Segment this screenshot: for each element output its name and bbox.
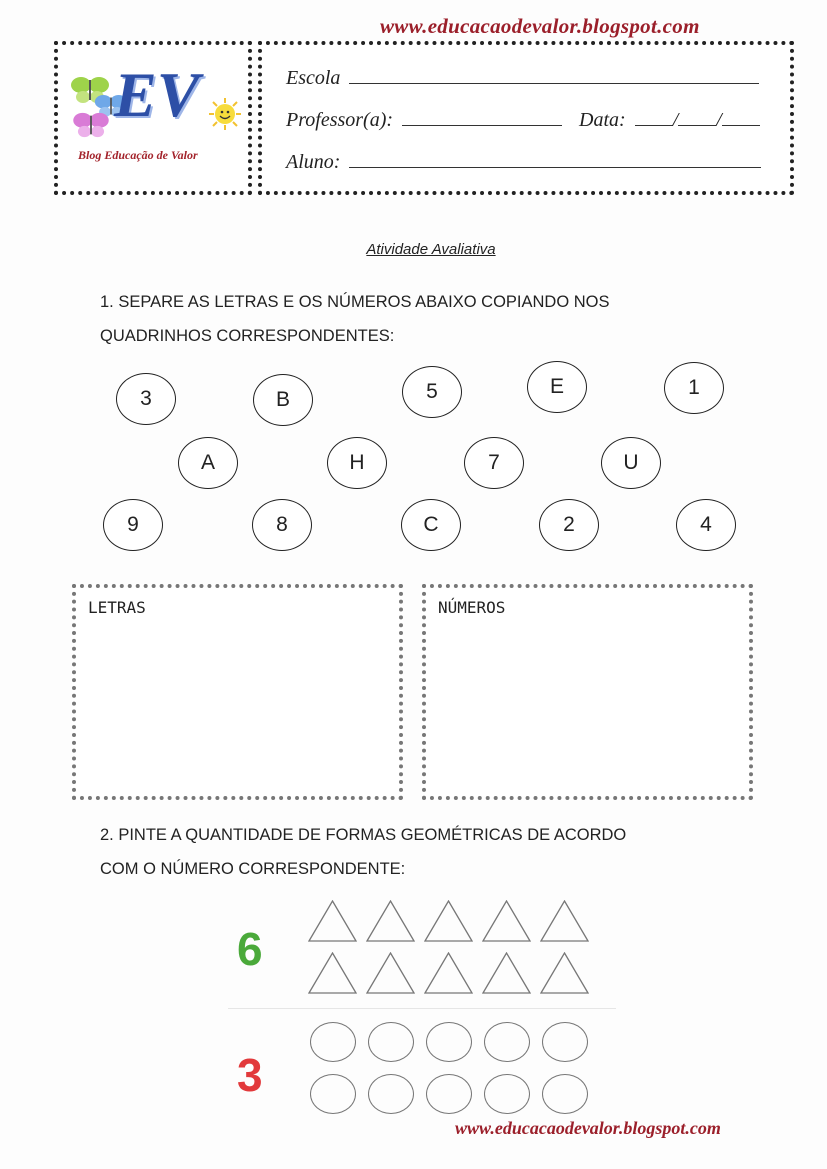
teacher-blank[interactable] xyxy=(402,107,562,126)
date-year-blank[interactable] xyxy=(722,107,760,126)
item-circle: C xyxy=(401,499,461,551)
item-circle: 9 xyxy=(103,499,163,551)
triangle-icon[interactable] xyxy=(424,952,473,994)
item-circle: 2 xyxy=(539,499,599,551)
circle-icon[interactable] xyxy=(310,1022,356,1062)
logo-letters: EV xyxy=(114,59,200,130)
school-blank[interactable] xyxy=(349,65,759,84)
logo-box xyxy=(54,41,252,195)
activity-title: Atividade Avaliativa xyxy=(366,241,496,258)
item-circle: 8 xyxy=(252,499,312,551)
triangle-icon[interactable] xyxy=(482,952,531,994)
question1-line1: 1. SEPARE AS LETRAS E OS NÚMEROS ABAIXO COPIANDO NOS xyxy=(100,293,610,311)
school-label: Escola xyxy=(286,67,341,89)
school-field[interactable] xyxy=(286,65,759,90)
triangle-row xyxy=(308,952,589,994)
triangle-icon[interactable] xyxy=(424,900,473,942)
circle-icon[interactable] xyxy=(542,1074,588,1114)
website-url-bottom: www.educacaodevalor.blogspot.com xyxy=(455,1118,721,1138)
circle-row xyxy=(310,1022,591,1062)
date-day-blank[interactable] xyxy=(635,107,673,126)
question2-text xyxy=(100,818,750,886)
date-month-blank[interactable] xyxy=(678,107,716,126)
number-six: 6 xyxy=(237,923,263,975)
triangle-icon[interactable] xyxy=(540,952,589,994)
teacher-label: Professor(a): xyxy=(286,109,394,131)
website-url-top: www.educacaodevalor.blogspot.com xyxy=(380,14,700,38)
student-field[interactable] xyxy=(286,149,761,174)
butterfly-icon xyxy=(72,111,110,139)
logo-caption: Blog Educação de Valor xyxy=(78,148,198,162)
divider xyxy=(228,1008,616,1009)
student-label: Aluno: xyxy=(286,151,341,173)
triangle-icon[interactable] xyxy=(308,952,357,994)
triangle-icon[interactable] xyxy=(366,952,415,994)
triangle-icon[interactable] xyxy=(366,900,415,942)
circle-icon[interactable] xyxy=(542,1022,588,1062)
triangle-row xyxy=(308,900,589,942)
numbers-box[interactable] xyxy=(422,584,753,800)
date-label: Data: xyxy=(579,109,626,131)
question1-line2: QUADRINHOS CORRESPONDENTES: xyxy=(100,327,395,345)
circle-icon[interactable] xyxy=(426,1074,472,1114)
item-circle: B xyxy=(253,374,313,426)
circle-icon[interactable] xyxy=(426,1022,472,1062)
teacher-field[interactable]: Professor(a): Data: / / xyxy=(286,107,760,132)
header-info-box xyxy=(258,41,794,195)
triangle-icon[interactable] xyxy=(308,900,357,942)
circle-icon[interactable] xyxy=(484,1022,530,1062)
item-circle: U xyxy=(601,437,661,489)
item-circle: 7 xyxy=(464,437,524,489)
item-circle: E xyxy=(527,361,587,413)
question2-line2: COM O NÚMERO CORRESPONDENTE: xyxy=(100,860,406,878)
item-circle: 1 xyxy=(664,362,724,414)
letters-box[interactable] xyxy=(72,584,403,800)
circle-icon[interactable] xyxy=(310,1074,356,1114)
item-circle: H xyxy=(327,437,387,489)
circle-icon[interactable] xyxy=(368,1074,414,1114)
circle-icon[interactable] xyxy=(368,1022,414,1062)
sun-icon xyxy=(208,97,242,131)
question2-line1: 2. PINTE A QUANTIDADE DE FORMAS GEOMÉTRICAS DE ACORDO xyxy=(100,826,627,844)
letters-box-label: LETRAS xyxy=(88,598,146,617)
number-three: 3 xyxy=(237,1049,263,1101)
student-blank[interactable] xyxy=(349,149,761,168)
circle-icon[interactable] xyxy=(484,1074,530,1114)
numbers-box-label: NÚMEROS xyxy=(438,598,506,617)
triangle-icon[interactable] xyxy=(482,900,531,942)
item-circle: 3 xyxy=(116,373,176,425)
triangle-icon[interactable] xyxy=(540,900,589,942)
item-circle: A xyxy=(178,437,238,489)
circle-row xyxy=(310,1074,591,1114)
item-circle: 5 xyxy=(402,366,462,418)
question1-text xyxy=(100,285,750,353)
item-circle: 4 xyxy=(676,499,736,551)
